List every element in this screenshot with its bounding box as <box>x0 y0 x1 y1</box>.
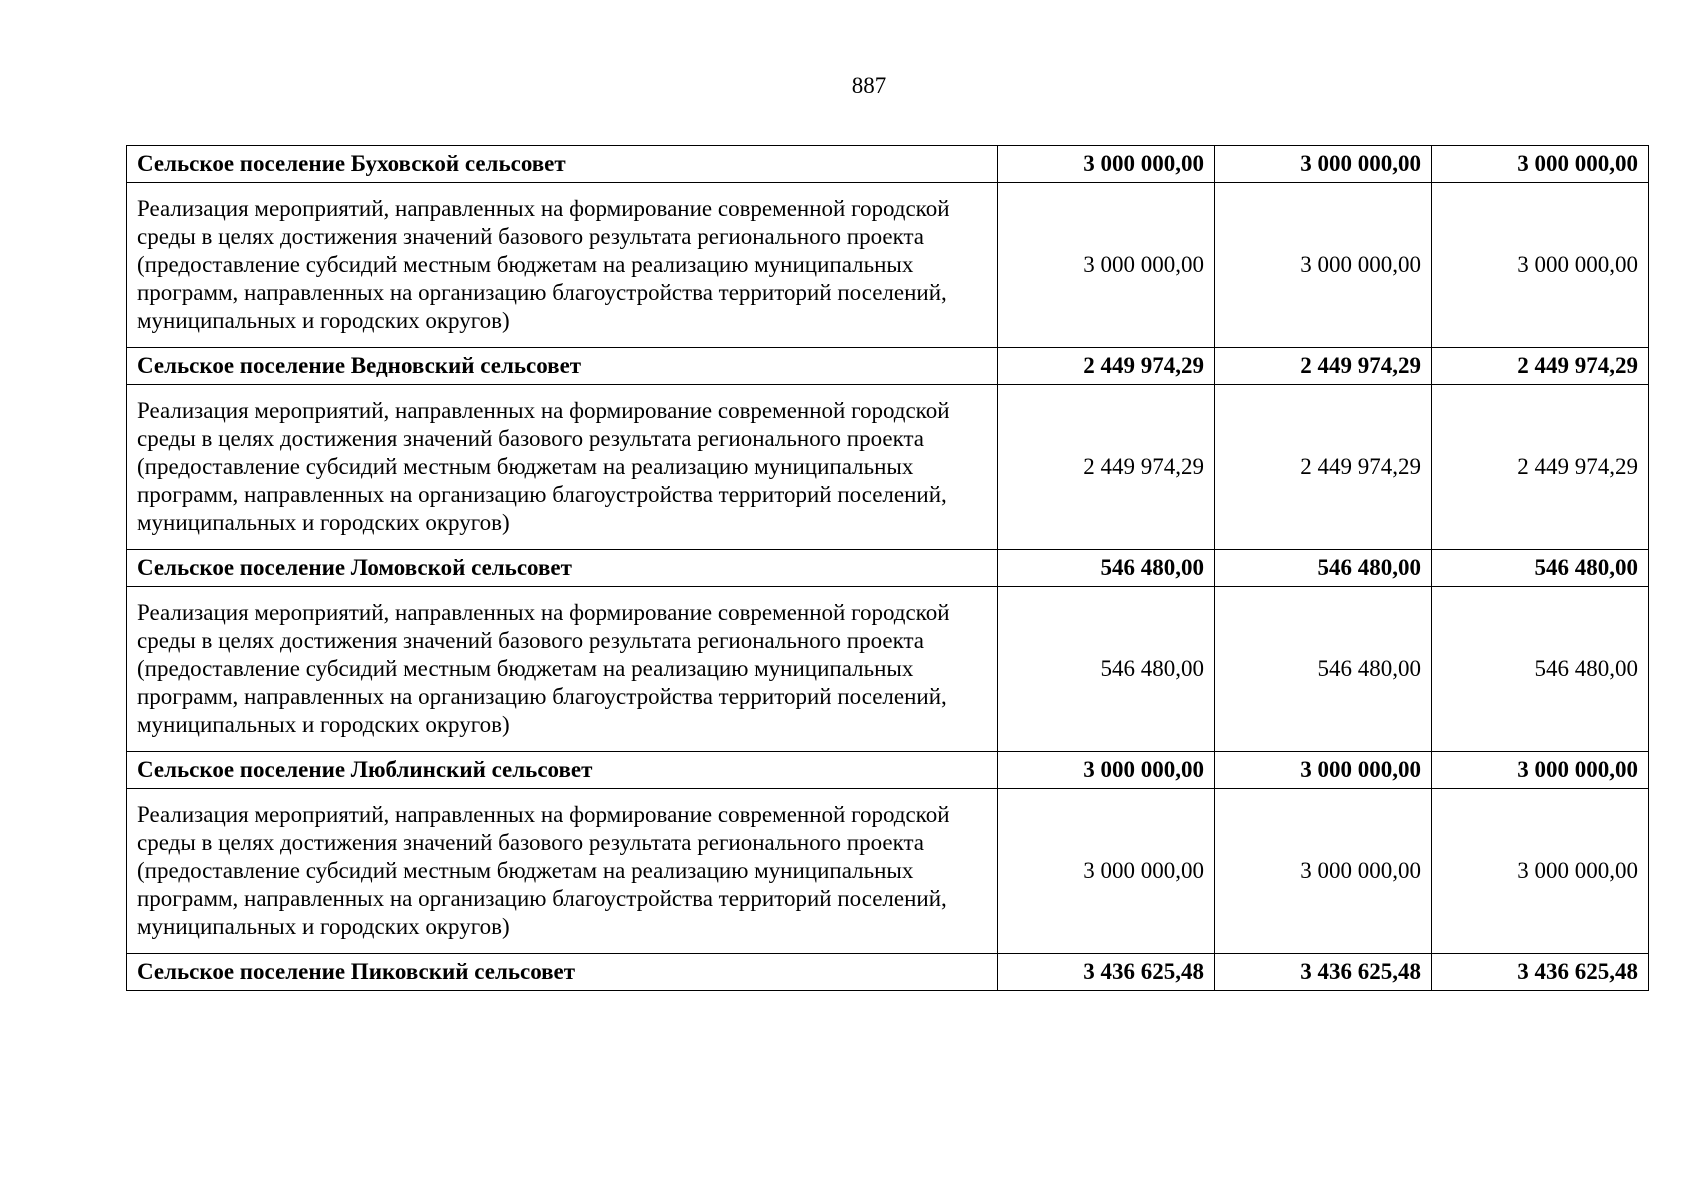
activity-description: Реализация мероприятий, направленных на формирование современной городской среды в целях достижения значений базового результата регионального проекта (предоставление субсидий местным бюджетам на реализацию муниципальных программ, направленных на организацию благоустройства территорий поселений, муниципальных и городских округов) <box>127 587 998 752</box>
amount-cell: 546 480,00 <box>998 587 1215 752</box>
amount-cell: 546 480,00 <box>1432 587 1649 752</box>
amount-cell: 3 000 000,00 <box>998 183 1215 348</box>
activity-row <box>127 183 1649 348</box>
amount-cell: 546 480,00 <box>1215 550 1432 587</box>
amount-cell: 2 449 974,29 <box>998 348 1215 385</box>
amount-cell: 3 000 000,00 <box>998 752 1215 789</box>
settlement-row <box>127 550 1649 587</box>
settlement-row <box>127 954 1649 991</box>
settlement-name: Сельское поселение Люблинский сельсовет <box>127 752 998 789</box>
activity-row <box>127 587 1649 752</box>
amount-cell: 546 480,00 <box>998 550 1215 587</box>
amount-cell: 3 436 625,48 <box>1432 954 1649 991</box>
settlement-row <box>127 146 1649 183</box>
amount-cell: 2 449 974,29 <box>998 385 1215 550</box>
amount-cell: 3 000 000,00 <box>998 789 1215 954</box>
amount-cell: 3 000 000,00 <box>1432 752 1649 789</box>
activity-description: Реализация мероприятий, направленных на формирование современной городской среды в целях достижения значений базового результата регионального проекта (предоставление субсидий местным бюджетам на реализацию муниципальных программ, направленных на организацию благоустройства территорий поселений, муниципальных и городских округов) <box>127 789 998 954</box>
amount-cell: 2 449 974,29 <box>1432 385 1649 550</box>
page-number: 887 <box>851 73 887 98</box>
amount-cell: 3 000 000,00 <box>1432 146 1649 183</box>
amount-cell: 3 436 625,48 <box>998 954 1215 991</box>
settlement-name: Сельское поселение Ведновский сельсовет <box>127 348 998 385</box>
amount-cell: 3 000 000,00 <box>1215 789 1432 954</box>
amount-cell: 3 436 625,48 <box>1215 954 1432 991</box>
settlement-row <box>127 752 1649 789</box>
settlement-name: Сельское поселение Ломовской сельсовет <box>127 550 998 587</box>
amount-cell: 3 000 000,00 <box>1215 183 1432 348</box>
amount-cell: 546 480,00 <box>1432 550 1649 587</box>
activity-description: Реализация мероприятий, направленных на формирование современной городской среды в целях достижения значений базового результата регионального проекта (предоставление субсидий местным бюджетам на реализацию муниципальных программ, направленных на организацию благоустройства территорий поселений, муниципальных и городских округов) <box>127 183 998 348</box>
amount-cell: 3 000 000,00 <box>1432 789 1649 954</box>
amount-cell: 3 000 000,00 <box>1215 146 1432 183</box>
settlement-row <box>127 348 1649 385</box>
amount-cell: 2 449 974,29 <box>1215 385 1432 550</box>
amount-cell: 3 000 000,00 <box>1432 183 1649 348</box>
amount-cell: 2 449 974,29 <box>1215 348 1432 385</box>
settlement-name: Сельское поселение Буховской сельсовет <box>127 146 998 183</box>
activity-description: Реализация мероприятий, направленных на формирование современной городской среды в целях достижения значений базового результата регионального проекта (предоставление субсидий местным бюджетам на реализацию муниципальных программ, направленных на организацию благоустройства территорий поселений, муниципальных и городских округов) <box>127 385 998 550</box>
amount-cell: 3 000 000,00 <box>1215 752 1432 789</box>
activity-row <box>127 385 1649 550</box>
budget-table <box>126 145 1649 991</box>
amount-cell: 3 000 000,00 <box>998 146 1215 183</box>
settlement-name: Сельское поселение Пиковский сельсовет <box>127 954 998 991</box>
amount-cell: 546 480,00 <box>1215 587 1432 752</box>
activity-row <box>127 789 1649 954</box>
amount-cell: 2 449 974,29 <box>1432 348 1649 385</box>
